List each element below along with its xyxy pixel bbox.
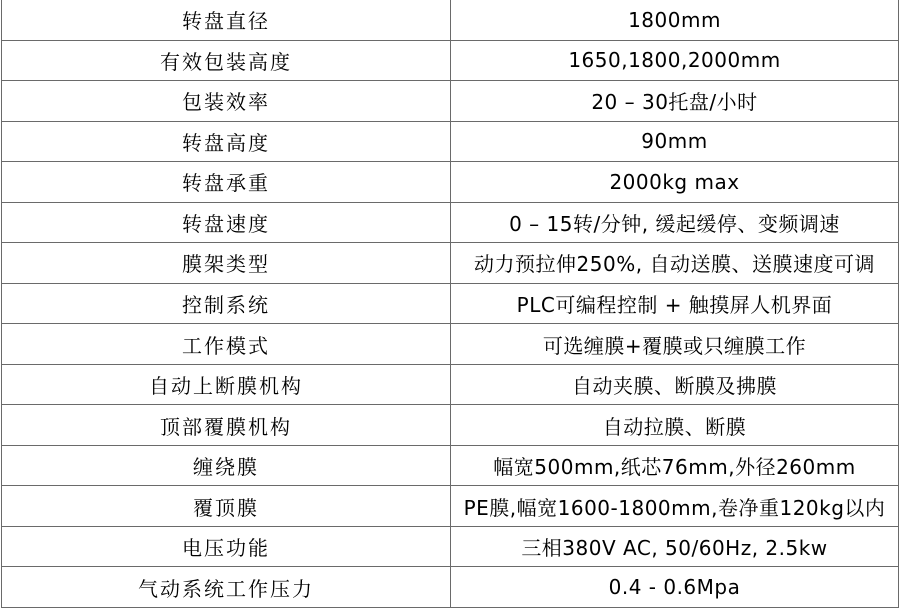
table-row (2, 162, 899, 203)
row-value: 2000kg max (451, 162, 899, 203)
row-value: PE膜,幅宽1600-1800mm,卷净重120kg以内 (451, 486, 899, 527)
row-value: 动力预拉伸250%, 自动送膜、送膜速度可调 (451, 243, 899, 284)
table-row (2, 0, 899, 40)
table-row (2, 526, 899, 567)
row-value: 0 – 15转/分钟, 缓起缓停、变频调速 (451, 202, 899, 243)
row-label: 工作模式 (2, 324, 451, 365)
row-value: 20 – 30托盘/小时 (451, 81, 899, 122)
table-row (2, 445, 899, 486)
row-label: 转盘直径 (2, 0, 451, 40)
row-label: 转盘速度 (2, 202, 451, 243)
table-row (2, 283, 899, 324)
row-label: 转盘承重 (2, 162, 451, 203)
table-row (2, 40, 899, 81)
row-label: 转盘高度 (2, 121, 451, 162)
row-label: 控制系统 (2, 283, 451, 324)
row-label: 气动系统工作压力 (2, 567, 451, 608)
table-row (2, 121, 899, 162)
row-value: 1650,1800,2000mm (451, 40, 899, 81)
row-value: 90mm (451, 121, 899, 162)
row-label: 缠绕膜 (2, 445, 451, 486)
row-value: 三相380V AC, 50/60Hz, 2.5kw (451, 526, 899, 567)
row-value: PLC可编程控制 + 触摸屏人机界面 (451, 283, 899, 324)
row-value: 幅宽500mm,纸芯76mm,外径260mm (451, 445, 899, 486)
row-value: 1800mm (451, 0, 899, 40)
row-label: 覆顶膜 (2, 486, 451, 527)
row-label: 顶部覆膜机构 (2, 405, 451, 446)
row-label: 膜架类型 (2, 243, 451, 284)
row-value: 0.4 - 0.6Mpa (451, 567, 899, 608)
table-row (2, 364, 899, 405)
row-label: 有效包装高度 (2, 40, 451, 81)
table-row (2, 243, 899, 284)
spec-table (1, 0, 899, 608)
row-value: 可选缠膜+覆膜或只缠膜工作 (451, 324, 899, 365)
table-row (2, 486, 899, 527)
row-label: 电压功能 (2, 526, 451, 567)
row-label: 自动上断膜机构 (2, 364, 451, 405)
table-row (2, 81, 899, 122)
table-row (2, 202, 899, 243)
table-row (2, 567, 899, 608)
table-row (2, 405, 899, 446)
spec-table-body (2, 0, 899, 608)
row-value: 自动拉膜、断膜 (451, 405, 899, 446)
row-value: 自动夹膜、断膜及拂膜 (451, 364, 899, 405)
table-row (2, 324, 899, 365)
row-label: 包装效率 (2, 81, 451, 122)
